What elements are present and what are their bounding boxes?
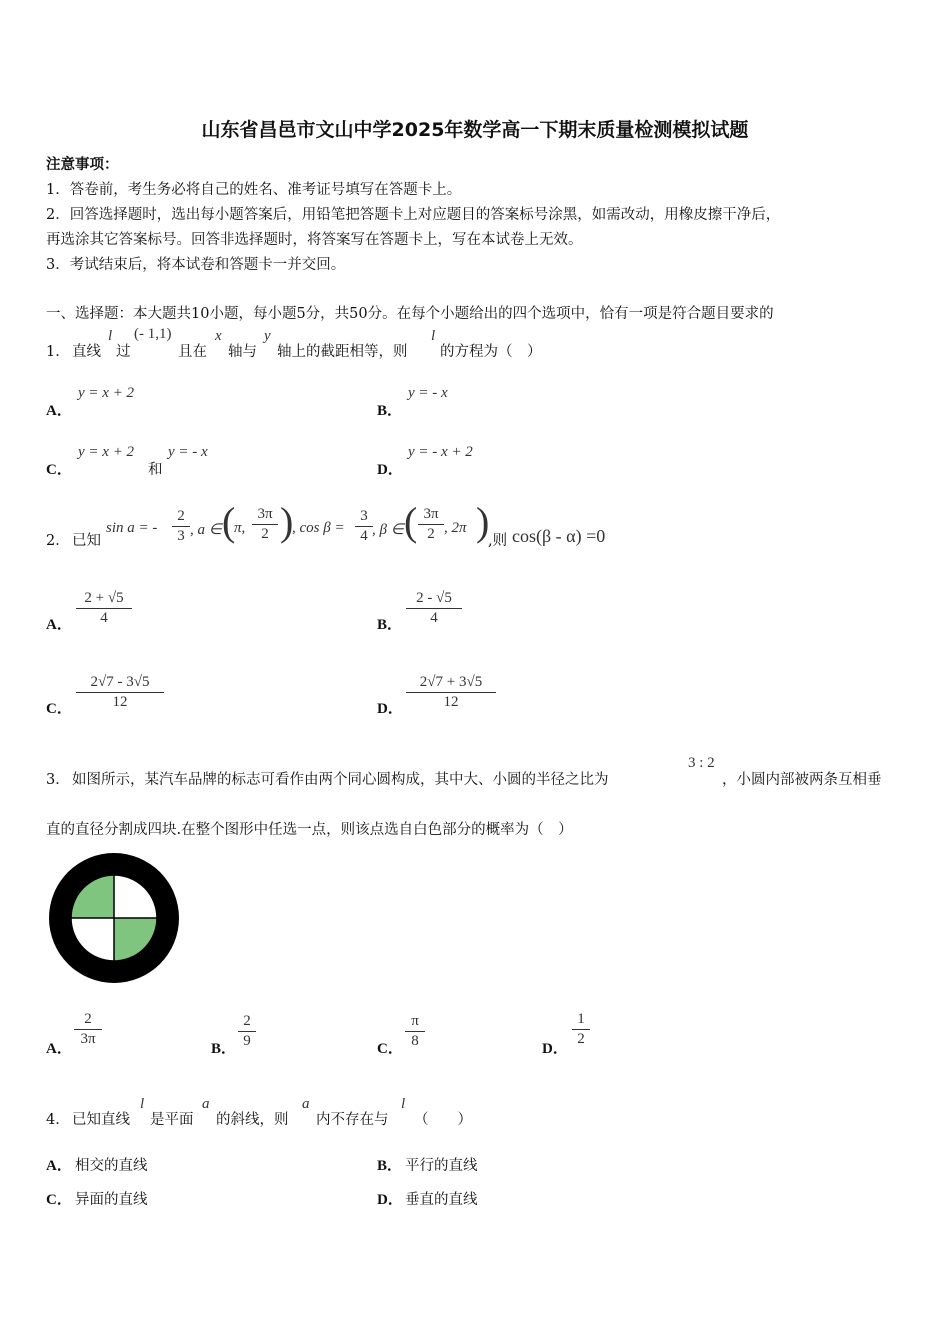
- q3-number: 3．: [46, 772, 70, 788]
- q4-option-c[interactable]: 异面的直线: [75, 1192, 148, 1208]
- logo-figure: [48, 852, 180, 984]
- q3-option-a[interactable]: 2 3π: [74, 1011, 102, 1048]
- q3-text-line2: 直的直径分割成四块.在整个图形中任选一点，则该点选自白色部分的概率为（ ）: [46, 822, 573, 838]
- notice-heading: 注意事项：: [46, 156, 119, 173]
- q2-cos-b: , cos β =: [292, 520, 345, 536]
- q4-var-l: l: [401, 1096, 406, 1112]
- q1-option-b[interactable]: y = - x: [408, 385, 448, 401]
- q3-option-b[interactable]: 2 9: [238, 1013, 256, 1050]
- q2-alpha-in: , a ∈: [190, 522, 222, 538]
- q1-option-c-and: 和: [148, 462, 163, 478]
- q4-var-l: l: [140, 1096, 145, 1112]
- q3-option-b-label[interactable]: B．: [211, 1041, 237, 1057]
- q4-text: （ ）: [414, 1112, 472, 1128]
- q2-sin-a: sin a = -: [106, 520, 158, 536]
- q2-number: 2．: [46, 533, 70, 549]
- q2-option-d-label[interactable]: D．: [377, 701, 403, 717]
- q1-option-c-expr2[interactable]: y = - x: [168, 444, 208, 460]
- q2-option-c[interactable]: 2√7 - 3√5 12: [76, 674, 164, 711]
- q4-text: 内不存在与: [316, 1112, 389, 1128]
- q1-text: 直线: [72, 344, 101, 360]
- left-paren-icon: (: [222, 499, 236, 544]
- q2-fraction-3: 3 4: [355, 508, 373, 545]
- q2-interval2-end: , 2π: [444, 520, 467, 536]
- q1-option-d[interactable]: y = - x + 2: [408, 444, 473, 460]
- q1-var-y: y: [264, 328, 271, 344]
- q3-option-d-label[interactable]: D．: [542, 1041, 568, 1057]
- q4-option-c-label[interactable]: C．: [46, 1192, 72, 1208]
- q2-fraction-4: 3π 2: [418, 506, 444, 543]
- q1-text: 轴上的截距相等，则: [277, 344, 408, 360]
- q1-var-l: l: [108, 328, 113, 344]
- notice-item-2: 2．回答选择题时，选出每小题答案后，用铅笔把答题卡上对应题目的答案标号涂黑，如需改动，用橡皮擦干净后，: [46, 207, 781, 223]
- q4-option-a-label[interactable]: A．: [46, 1158, 72, 1174]
- q1-option-b-label[interactable]: B．: [377, 403, 403, 419]
- q3-text-line1: 如图所示，某汽车品牌的标志可看作由两个同心圆构成，其中大、小圆的半径之比为: [72, 772, 609, 788]
- q4-option-b-label[interactable]: B．: [377, 1158, 403, 1174]
- q1-text: 过: [116, 344, 131, 360]
- notice-item-2-cont: 再选涂其它答案标号。回答非选择题时，将答案写在答题卡上，写在本试卷上无效。: [46, 232, 583, 248]
- q3-text-line1-end: ，小圆内部被两条互相垂: [722, 772, 882, 788]
- q1-option-c-expr1[interactable]: y = x + 2: [78, 444, 135, 460]
- q2-beta-in: , β ∈: [372, 522, 404, 538]
- q2-fraction-2: 3π 2: [252, 506, 278, 543]
- q1-option-a[interactable]: y = x + 2: [78, 385, 135, 401]
- q2-interval1-start: π,: [234, 520, 246, 536]
- q1-text: 且在: [178, 344, 207, 360]
- q2-option-b-label[interactable]: B．: [377, 617, 403, 633]
- q1-text: 的方程为（ ）: [440, 344, 542, 360]
- q3-option-c-label[interactable]: C．: [377, 1041, 403, 1057]
- q4-option-b[interactable]: 平行的直线: [405, 1158, 478, 1174]
- q2-fraction-1: 2 3: [172, 508, 190, 545]
- q1-point: (- 1,1): [134, 326, 172, 342]
- q2-option-d[interactable]: 2√7 + 3√5 12: [406, 674, 496, 711]
- q2-option-a[interactable]: 2 + √5 4: [76, 590, 132, 627]
- q1-var-x: x: [215, 328, 222, 344]
- q4-text: 是平面: [150, 1112, 194, 1128]
- right-paren-icon: ): [280, 499, 294, 544]
- q1-text: 轴与: [228, 344, 257, 360]
- q2-option-b[interactable]: 2 - √5 4: [406, 590, 462, 627]
- page-title: 山东省昌邑市文山中学2025年数学高一下期末质量检测模拟试题: [201, 119, 749, 141]
- q4-number: 4．: [46, 1112, 70, 1128]
- left-paren-icon: (: [404, 499, 418, 544]
- section-heading: 一、选择题：本大题共10小题，每小题5分，共50分。在每个小题给出的四个选项中，恰有一项是符合题目要求的: [46, 306, 774, 322]
- q1-option-d-label[interactable]: D．: [377, 462, 403, 478]
- q4-option-d[interactable]: 垂直的直线: [405, 1192, 478, 1208]
- q4-var-a: a: [202, 1096, 210, 1112]
- q1-var-l: l: [431, 328, 436, 344]
- q3-option-c[interactable]: π 8: [405, 1013, 425, 1050]
- right-paren-icon: ): [476, 499, 490, 544]
- q2-then: ,则: [488, 533, 508, 549]
- q2-option-a-label[interactable]: A．: [46, 617, 72, 633]
- q4-text: 已知直线: [72, 1112, 130, 1128]
- q4-option-d-label[interactable]: D．: [377, 1192, 403, 1208]
- q2-known: 已知: [72, 533, 101, 549]
- q3-option-d[interactable]: 1 2: [572, 1011, 590, 1048]
- q4-var-a: a: [302, 1096, 310, 1112]
- notice-item-1: 1．答卷前，考生务必将自己的姓名、准考证号填写在答题卡上。: [46, 182, 462, 198]
- q3-ratio: 3 : 2: [688, 755, 715, 771]
- q4-text: 的斜线，则: [216, 1112, 289, 1128]
- notice-item-3: 3．考试结束后，将本试卷和答题卡一并交回。: [46, 257, 346, 273]
- q1-number: 1．: [46, 344, 70, 360]
- q2-cos-expr: cos(β - α) =0: [512, 526, 606, 546]
- q2-option-c-label[interactable]: C．: [46, 701, 72, 717]
- q1-option-a-label[interactable]: A．: [46, 403, 72, 419]
- q4-option-a[interactable]: 相交的直线: [75, 1158, 148, 1174]
- q3-option-a-label[interactable]: A．: [46, 1041, 72, 1057]
- q1-option-c-label[interactable]: C．: [46, 462, 72, 478]
